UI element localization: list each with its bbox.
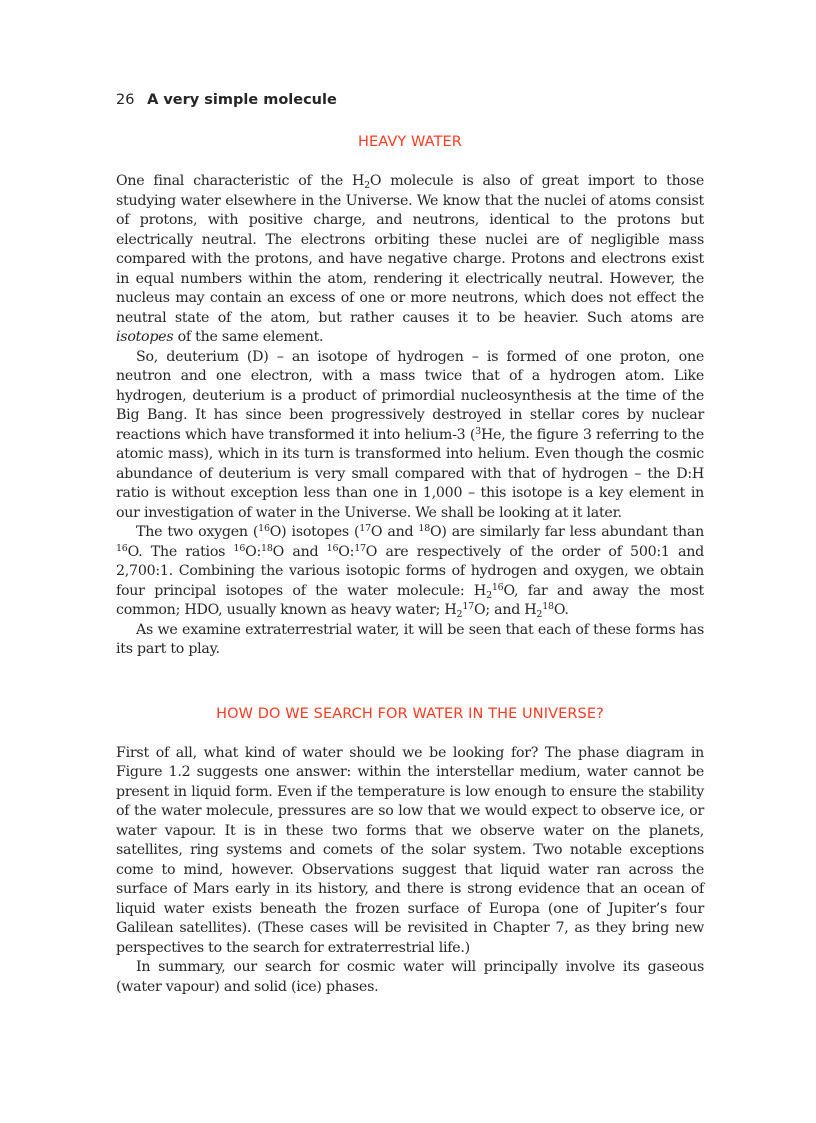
paragraph-search-2: In summary, our search for cosmic water will principally involve its gaseous (water vapour) and solid (ice) phases.: [116, 959, 704, 995]
section-heading-heavy-water: HEAVY WATER: [358, 134, 462, 150]
paragraph-search-1: First of all, what kind of water should we be looking for? The phase diagram in Figure 1.2 suggests one answer: within the interstellar medium, water cannot be present in liquid form. Even if the temperature is low enough to ensure the stability of the water molecule, pressures are so low that we would expect to observe ice, or water vapour. It is in these two forms that we observe water on the planets, satellites, ring systems and comets of the solar system. Two notable exceptions come to mind, however. Observations suggest that liquid water ran across the surface of Mars early in its history, and there is strong evidence that an ocean of liquid water exists beneath the frozen surface of Europa (one of Jupiter’s four Galilean satellites). (These cases will be revisited in Chapter 7, as they bring new perspectives to the search for extraterrestrial life.): [116, 744, 704, 956]
section-heading-search: HOW DO WE SEARCH FOR WATER IN THE UNIVERSE?: [216, 705, 604, 722]
paragraph-heavy-water-3: The two oxygen ($^{16}$O) isotopes ($^{17}$O and $^{18}$O) are similarly far less abundant than $^{16}$O. The ratios $^{16}$O:$^{18}$O and $^{16}$O:$^{17}$O are respectively of the order of 500:1 and 2,700:1. Combining the various isotopic forms of hydrogen and oxygen, we obtain four principal isotopes of the water molecule: $H_2^{16}O$, far and away the most common; HDO, usually known as heavy water; $H_2^{17}O$; and $H_2^{18}O$.: [116, 523, 704, 620]
paragraph-heavy-water-1: One final characteristic of the $H_2O$ molecule is also of great import to those studying water elsewhere in the Universe. We know that the nuclei of atoms consist of protons, with positive charge, and neutrons, identical to the protons but electrically neutral. The electrons orbiting these nuclei are of negligible mass compared with the protons, and have negative charge. Protons and electrons exist in equal numbers within the atom, rendering it electrically neutral. However, the nucleus may contain an excess of one or more neutrons, which does not effect the neutral state of the atom, but rather causes it to be heavier. Such atoms are isotopes of the same element.: [116, 173, 704, 345]
section-gap: [116, 660, 704, 706]
paragraph-heavy-water-4: As we examine extraterrestrial water, it will be seen that each of these forms has its part to play.: [116, 621, 704, 657]
paragraph-heavy-water-2: So, deuterium (D) – an isotope of hydrogen – is formed of one proton, one neutron and one electron, with a mass twice that of a hydrogen atom. Like hydrogen, deuterium is a product of primordial nucleosynthesis at the time of the Big Bang. It has since been progressively destroyed in stellar cores by nuclear reactions which have transformed it into helium-3 ($^3$He, the figure 3 referring to the atomic mass), which in its turn is transformed into helium. Even though the cosmic abundance of deuterium is very small compared with that of hydrogen – the D:H ratio is without exception less than one in 1,000 – this isotope is a key element in our investigation of water in the Universe. We shall be looking at it later.: [116, 348, 704, 521]
book-page: [116, 92, 704, 997]
running-title: A very simple molecule: [147, 92, 337, 108]
running-head: [116, 92, 704, 108]
page-number: 26: [116, 92, 135, 108]
